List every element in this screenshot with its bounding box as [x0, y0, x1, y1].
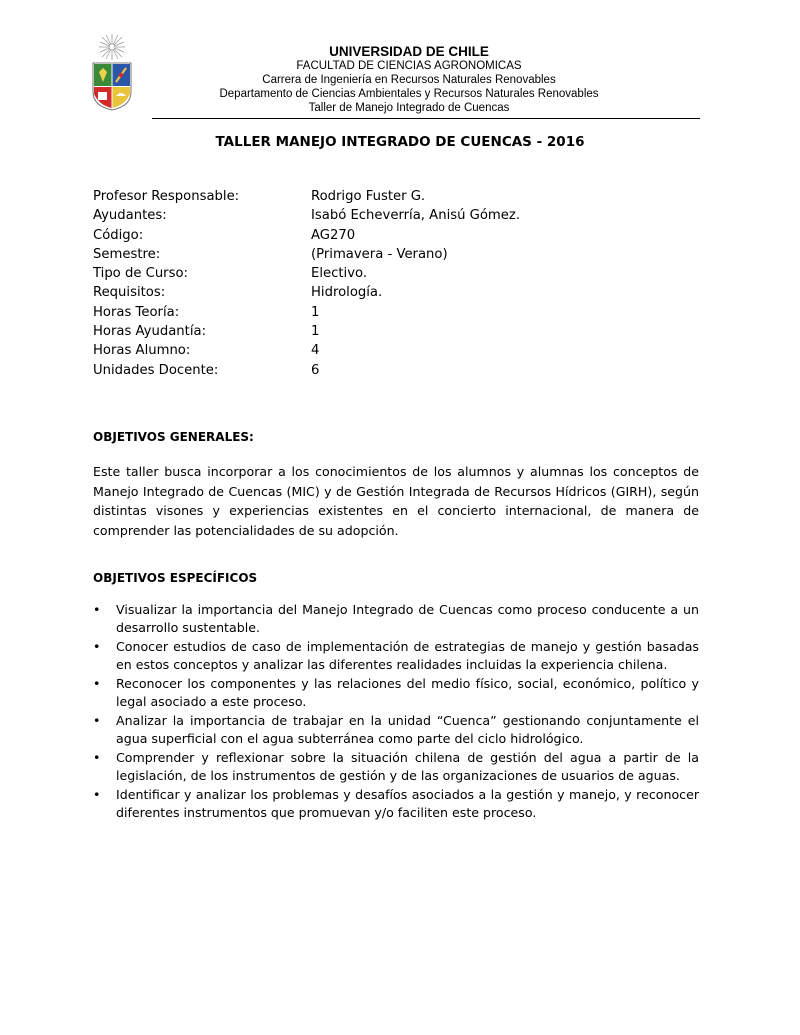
bullet-icon: •: [93, 750, 101, 765]
info-value: 4: [311, 343, 320, 359]
info-row: [93, 341, 520, 360]
list-item-text: Analizar la importancia de trabajar en la unidad “Cuenca” gestionando conjuntamente el agua superficial con el agua subterránea como parte del ciclo hidrológico.: [116, 713, 699, 746]
info-row: [93, 303, 520, 322]
list-item: [93, 675, 699, 711]
specific-objectives-heading: OBJETIVOS ESPECÍFICOS: [93, 571, 258, 585]
bullet-icon: •: [93, 639, 101, 654]
course-info-table: [93, 187, 520, 380]
list-item: [93, 638, 699, 674]
letterhead: [150, 44, 668, 115]
info-row: [93, 206, 520, 225]
faculty-name: FACULTAD DE CIENCIAS AGRONOMICAS: [296, 60, 522, 72]
info-row: [93, 283, 520, 302]
document-title: TALLER MANEJO INTEGRADO DE CUENCAS - 2016: [215, 134, 585, 150]
info-value: AG270: [311, 227, 356, 243]
career-name: Carrera de Ingeniería en Recursos Naturales Renovables: [262, 74, 556, 86]
info-key: Requisitos:: [93, 285, 166, 301]
info-key: Código:: [93, 227, 144, 243]
bullet-icon: •: [93, 713, 101, 728]
info-key: Profesor Responsable:: [93, 189, 240, 204]
department-name: Departamento de Ciencias Ambientales y Recursos Naturales Renovables: [219, 88, 599, 100]
info-value: Hidrología.: [311, 285, 383, 301]
course-name: Taller de Manejo Integrado de Cuencas: [308, 102, 510, 114]
list-item: [93, 712, 699, 748]
university-name: UNIVERSIDAD DE CHILE: [329, 44, 489, 59]
list-item-text: Reconocer los componentes y las relaciones del medio físico, social, económico, político y legal asociado a este proceso.: [116, 676, 699, 709]
info-row: [93, 187, 520, 206]
info-key: Horas Alumno:: [93, 343, 191, 359]
list-item-text: Identificar y analizar los problemas y desafíos asociados a la gestión y manejo, y reconocer diferentes instrumentos que promuevan y/o faciliten este proceso.: [116, 787, 699, 820]
bullet-icon: •: [93, 676, 101, 691]
info-value: 1: [311, 304, 320, 320]
university-logo-icon: [89, 32, 135, 112]
info-row: [93, 226, 520, 245]
info-value: Isabó Echeverría, Anisú Gómez.: [311, 208, 521, 224]
list-item-text: Visualizar la importancia del Manejo Integrado de Cuencas como proceso conducente a un desarrollo sustentable.: [116, 602, 699, 635]
list-item-text: Comprender y reflexionar sobre la situación chilena de gestión del agua a partir de la legislación, de los instrumentos de gestión y de las organizaciones de usuarios de aguas.: [116, 750, 699, 783]
info-row: [93, 245, 520, 264]
bullet-icon: •: [93, 787, 101, 802]
info-value: 1: [311, 324, 320, 340]
info-key: Horas Ayudantía:: [93, 324, 207, 340]
specific-objectives-list: [93, 601, 699, 823]
info-row: [93, 361, 520, 380]
info-key: Semestre:: [93, 246, 161, 262]
general-objectives-heading: OBJETIVOS GENERALES:: [93, 430, 254, 444]
info-key: Horas Teoría:: [93, 304, 180, 320]
header-divider: [152, 118, 700, 119]
list-item: [93, 601, 699, 637]
list-item-text: Conocer estudios de caso de implementación de estrategias de manejo y gestión basadas en estos conceptos y analizar las diferentes realidades incluidas la experiencia chilena.: [116, 639, 699, 672]
info-value: Electivo.: [311, 266, 368, 282]
info-key: Ayudantes:: [93, 208, 167, 224]
info-row: [93, 264, 520, 283]
info-value: 6: [311, 362, 320, 378]
bullet-icon: •: [93, 602, 101, 617]
info-row: [93, 322, 520, 341]
info-key: Tipo de Curso:: [93, 266, 188, 282]
list-item: [93, 749, 699, 785]
info-key: Unidades Docente:: [93, 362, 219, 378]
info-value: (Primavera - Verano): [311, 246, 448, 262]
list-item: [93, 786, 699, 822]
info-value: Rodrigo Fuster G.: [311, 189, 426, 204]
general-objectives-text: Este taller busca incorporar a los conocimientos de los alumnos y alumnas los conceptos de Manejo Integrado de Cuencas (MIC) y de Gestión Integrada de Recursos Hídricos (GIRH), según distintas visones y experiencias existentes en el concierto internacional, de manera de comprender las potencialidades de su adopción.: [93, 464, 699, 538]
